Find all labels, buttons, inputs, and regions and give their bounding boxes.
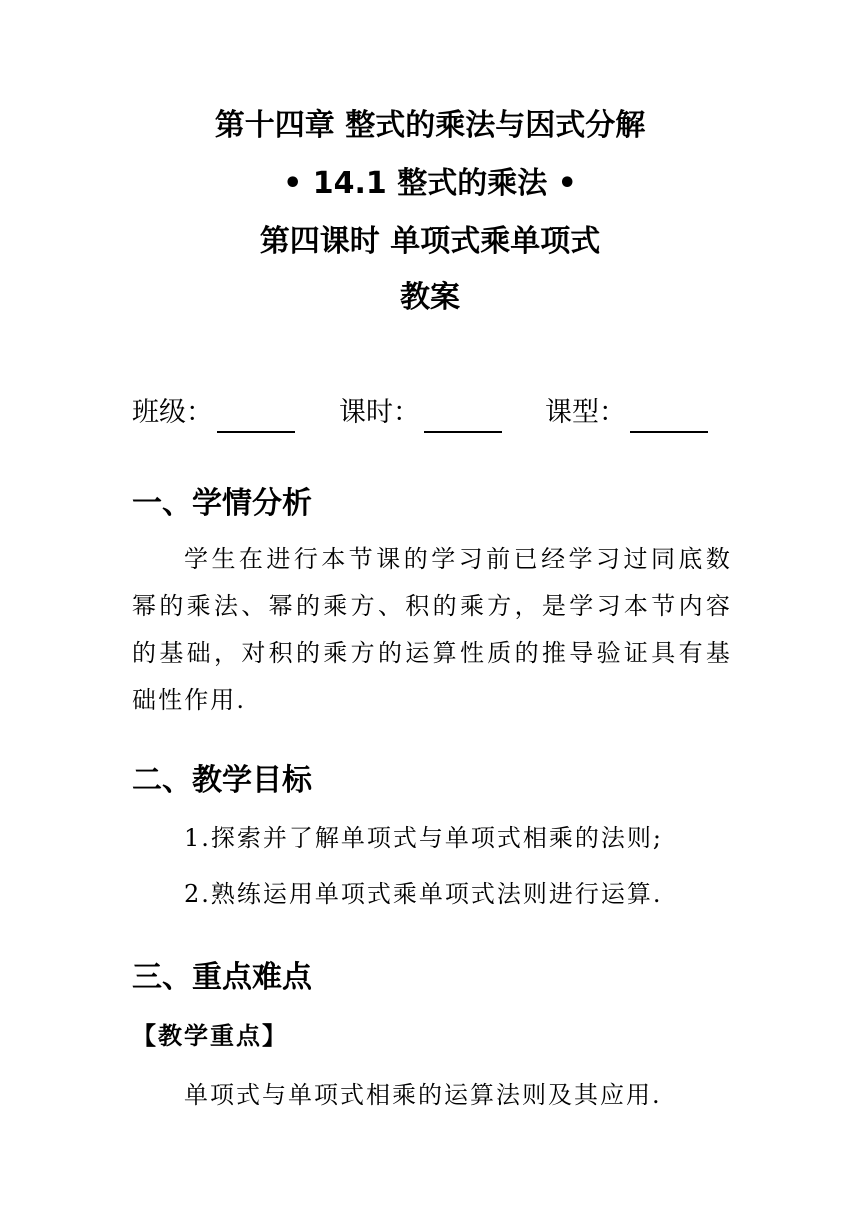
analysis-heading: 一、学情分析: [132, 486, 312, 521]
lesson-meta-row: [132, 393, 732, 433]
period-field: [339, 393, 502, 433]
period-label: 课时：: [339, 397, 420, 428]
lesson-type-field: [545, 393, 708, 433]
key-point-text: 单项式与单项式相乘的运算法则及其应用.: [184, 1081, 662, 1109]
objective-item: 2.熟练运用单项式乘单项式法则进行运算.: [184, 880, 663, 908]
objective-item: 1.探索并了解单项式与单项式相乘的法则;: [184, 824, 663, 852]
lesson-title: 第四课时 单项式乘单项式: [259, 224, 601, 259]
document-type-title: 教案: [400, 280, 460, 315]
key-point-subheading: 【教学重点】: [132, 1021, 288, 1050]
lesson-type-blank: [630, 401, 708, 433]
lesson-type-label: 课型：: [545, 397, 626, 428]
key-points-heading: 三、重点难点: [132, 960, 312, 995]
class-label: 班级：: [132, 397, 213, 428]
section-title: • 14.1 整式的乘法 •: [283, 166, 577, 201]
chapter-title: 第十四章 整式的乘法与因式分解: [214, 108, 646, 143]
analysis-paragraph: 学生在进行本节课的学习前已经学习过同底数幂的乘法、幂的乘方、积的乘方，是学习本节内容的基础，对积的乘方的运算性质的推导验证具有基础性作用.: [132, 545, 732, 714]
class-field: [132, 393, 295, 433]
objectives-heading: 二、教学目标: [132, 763, 312, 798]
class-blank: [217, 401, 295, 433]
period-blank: [424, 401, 502, 433]
